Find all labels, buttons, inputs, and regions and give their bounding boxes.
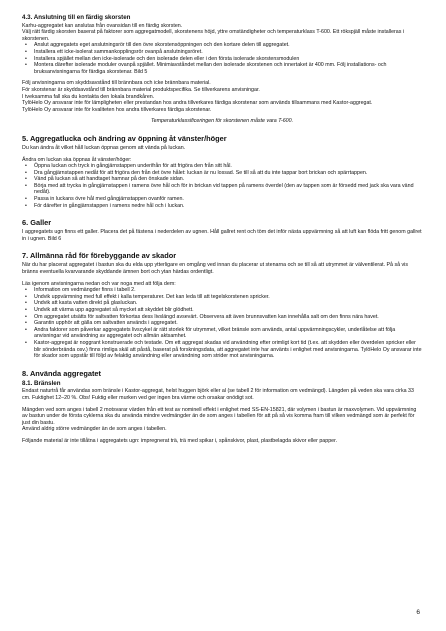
section-8 — [22, 369, 422, 445]
paragraph: TylöHelo Oy ansvarar inte för kvaliteten hos andra tillverkares färdiga skorstenar. — [22, 106, 212, 113]
list-item: • Installera spjället mellan den icke-isolerade och den isolerade delen eller i den första isolerade skorstensmodulen — [34, 56, 422, 63]
list-item: • Garantin upphör att gälla om saltvatten används i aggregatet. — [34, 320, 422, 327]
list-item: • Anslut aggregatets eget anslutningsrör till den övre skorstensöppningen och den kortare delen till aggregatet. — [34, 42, 422, 49]
paragraph: TylöHelo Oy ansvarar inte för lämpligheten eller prestandan hos andra tillverkares färdiga skorstenar som används tillsammans med Kastor-aggregat. — [22, 100, 373, 107]
caption: Temperaturklassificeringen för skorstenen måste vara T-600. — [150, 118, 294, 125]
paragraph: Endast naturtrå får användas som bränsle i Kastor-aggregat, helst huggen björk eller al (se tabell 2 för information om vedmängd). Längden på veden ska vara cirka 33 cm. Fuktighet 12–20 %. Obs! Fuktig eller murken ved ger ingen bra värme och orsakar onödigt sot. — [22, 388, 414, 401]
section-title: 6. Galler — [22, 218, 52, 228]
list-item: • Andra faktorer som påverkar aggregatets livscykel är rätt storlek för utrymmet, vilket bränsle som används, antal uppvärmningscykler, underlåtelse att följa anvisningar vid användning av aggregatet och allmän aktsamhet. — [34, 327, 422, 340]
paragraph: Du kan ändra åt vilket håll luckan öppnas genom att vända på luckan. — [22, 144, 186, 151]
list-item: • Information om vedmängder finns i tabell 2. — [34, 287, 422, 294]
list-item: • Undvik att värma upp aggregatet så mycket att skyddet blir glödhett. — [34, 307, 422, 314]
list-item: • Passa in luckans övre hål med gångjärnstappen ovanför ramen. — [34, 196, 422, 203]
section-4-3 — [22, 14, 422, 125]
list-item: • För därefter in gångjärnstappen i ramens nedre hål och i luckan. — [34, 203, 422, 210]
list-item: • Dra gångjärnstappen nedåt för att frigöra den från det övre hålet: luckan är nu lossad. Se till så att du inte tappar bort brickan och spärrtappen. — [34, 170, 422, 177]
paragraph: När du har placerat aggregatet i bastun ska du elda upp ytterligare en omgång ved innan du placerar ut stenarna och se till så att utrymmet är välventilerat. På så vis bränns eventuella kvarvarande skyddande ämnen bort och ytan härdas ordentligt. — [22, 262, 409, 276]
paragraph: Följande material är inte tillåtna i aggregatets ugn: impregnerat trä, trä med spikar i, spånskivor, plast, plastbelagda skivor eller papper. — [22, 437, 338, 444]
bullet-list — [22, 42, 422, 75]
list-item: • Montera därefter isolerade moduler ovanpå spjället. Minimiavståndet mellan den isolerade skorstenen och innertaket är 400 mm. Följ installations- och bruksanvisningarna för färdiga skorstenar. Bild 5 — [34, 62, 422, 75]
document-page — [22, 14, 422, 445]
section-title: 5. Aggregatlucka och ändring av öppning åt vänster/höger — [22, 133, 227, 143]
paragraph: Mängden ved som anges i tabell 2 motsvarar värden från ett test av nominell effekt i enlighet med SS-EN-15821, där volymen i bastun är maxvolymen. Vid uppvärmning av bastun under de första cyklerna ska du använda mindre vedmängder än de som anges i tabellen för att på så vis komma fram till vilken vedmängd som är perfekt för just din bastu. — [22, 406, 417, 426]
list-item: • Börja med att trycka in gångjärnstappen i ramens övre hål och för in brickan vid tappen på ramens överdel (den av tappen som är försedd med jack ska vara vänd nedåt). — [34, 183, 422, 196]
paragraph: I tveksamma fall ska du kontakta den lokala brandkåren. — [22, 93, 155, 100]
list-item: • Undvik uppvärmning med full effekt i kalla temperaturer. Det kan leda till att tegelskorstenen spricker. — [34, 294, 422, 301]
paragraph: Följ anvisningarna om skyddsavstånd till brännbara och icke brännbara material. — [22, 80, 211, 87]
list-item: • Vänd på luckan så att handtaget hamnar på den önskade sidan. — [34, 176, 422, 183]
bullet-list — [22, 287, 422, 360]
subsection-title: 8.1. Bränslen — [22, 379, 61, 387]
paragraph: Välj rätt färdig skorsten baserat på faktorer som aggregatmodell, skorstenens höjd, yttre omständigheter och temperaturklass T-600. Ett rökspjäll måste installeras i skorstenen. — [22, 29, 405, 42]
paragraph: För skorstenar är skyddsavstånd till brännbara material produktspecifika. Se tillverkarens anvisningar. — [22, 86, 260, 93]
paragraph: Karhu-aggregatet kan anslutas från ovansidan till en färdig skorsten. — [22, 22, 183, 29]
section-title: 8. Använda aggregatet — [22, 368, 101, 378]
list-item: • Om aggregatet utsätts för saltvatten förkortas dess livslängd avsevärt. Observera att även brunnsvatten kan innehålla salt om den finns nära havet. — [34, 314, 422, 321]
paragraph: Läs igenom anvisningarna nedan och var noga med att följa dem: — [22, 280, 176, 287]
paragraph: Använd aldrig större vedmängder än de som anges i tabellen. — [22, 426, 167, 433]
section-6 — [22, 218, 422, 242]
section-7 — [22, 251, 422, 359]
list-item: • Installera ett icke-isolerat sammankopplingsrör ovanpå anslutningsröret. — [34, 49, 422, 56]
section-5 — [22, 134, 422, 209]
paragraph: I aggregatets ugn finns ett galler. Placera det på fästena i nederdelen av ugnen. Håll gallret rent och töm det inför nästa uppvärmning så att luft kan flöda fritt genom gallret in i ugnen. Bild 6 — [22, 229, 422, 242]
section-title: 7. Allmänna råd för förebyggande av skador — [22, 251, 177, 261]
paragraph: Ändra om luckan ska öppnas åt vänster/höger: — [22, 156, 132, 163]
section-title: 4.3. Anslutning till en färdig skorsten — [22, 14, 131, 21]
list-item: • Undvik att kasta vatten direkt på glasluckan. — [34, 300, 422, 307]
page-number: 6 — [416, 609, 420, 617]
list-item: • Kastor-aggregat är noggrant konstruerade och testade. Om ett aggregat skadas vid användning efter orimligt kort tid (t.ex. att skydden eller överdelen spricker eller blir sönderbrända osv.) finns rimliga skäl att påstå, baserat på forskningsdata, att aggregatet inte har använts i enlighet med anvisningarna. TylöHelo Oy ansvarar inte för skador som uppstår till följd av felaktig användning eller användning som strider mot anvisningarna. — [34, 340, 422, 360]
list-item: • Öppna luckan och tryck in gångjärnstappen underifrån för att frigöra den från sitt hål. — [34, 163, 422, 170]
bullet-list — [22, 163, 422, 209]
